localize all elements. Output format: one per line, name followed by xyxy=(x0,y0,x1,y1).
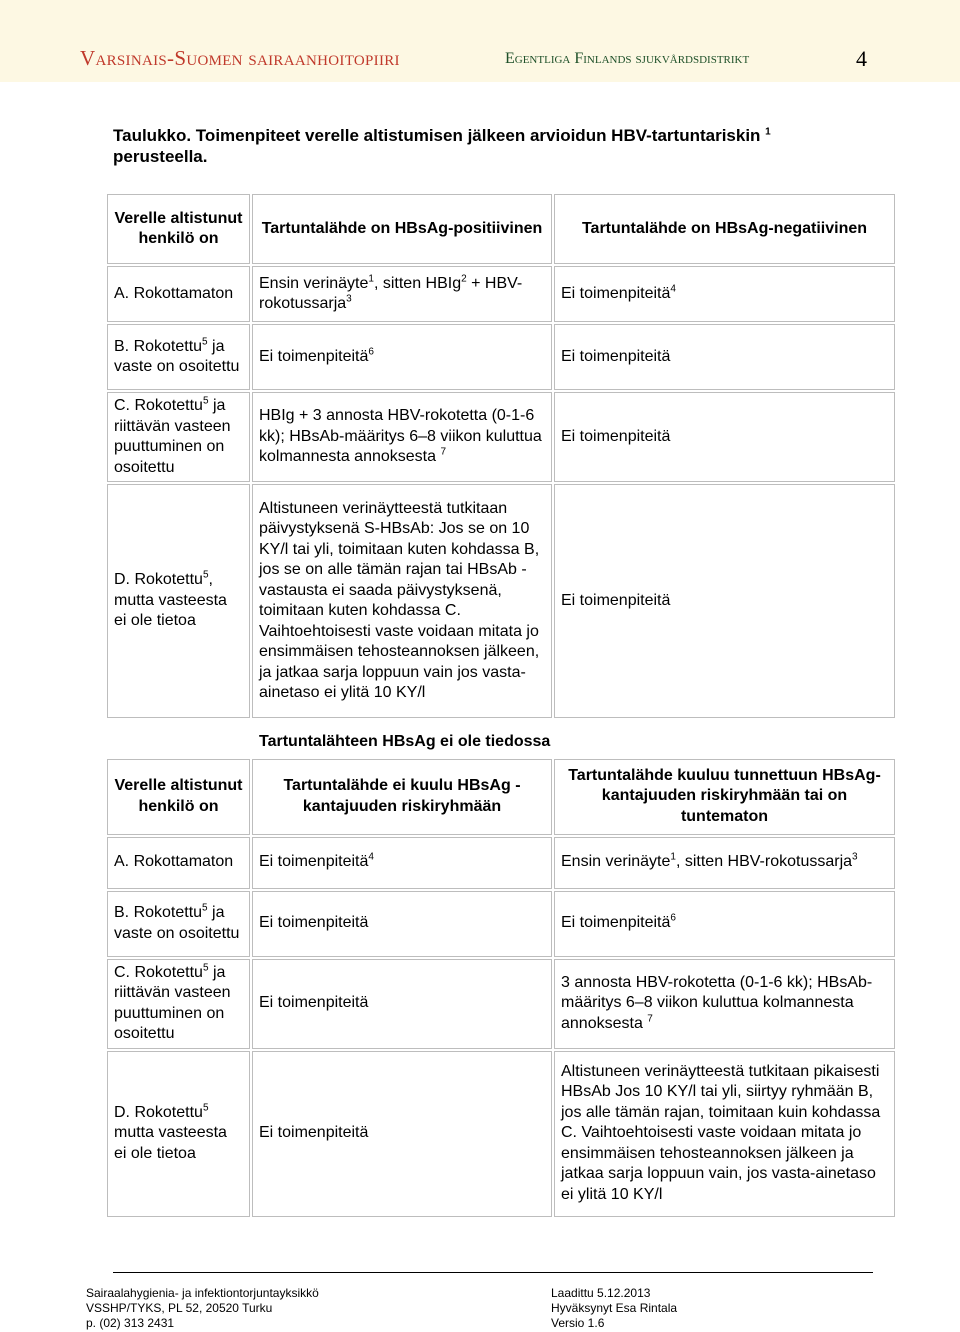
table-row xyxy=(107,266,895,322)
footer-right: Laadittu 5.12.2013 Hyväksynyt Esa Rintala Versio 1.6 xyxy=(551,1286,678,1330)
cell-positive: Ei toimenpiteitä$^6$ xyxy=(252,324,552,390)
cell-no-risk: Ei toimenpiteitä$^4$ xyxy=(252,837,552,889)
org-name-fi: Varsinais-Suomen sairaanhoitopiiri xyxy=(80,46,400,70)
table-row xyxy=(107,837,895,889)
row-label: B. Rokotettu$^5$ ja vaste on osoitettu xyxy=(107,891,250,957)
cell-no-risk: Ei toimenpiteitä xyxy=(252,959,552,1049)
page-number: 4 xyxy=(856,46,867,71)
table-row xyxy=(107,891,895,957)
section-title: Tartuntalähteen HBsAg ei ole tiedossa xyxy=(259,733,551,750)
row-label: D. Rokotettu$^5$, mutta vasteesta ei ole tietoa xyxy=(107,484,250,718)
cell-positive: Ensin verinäyte$^1$, sitten HBIg$^2$ + HBV-rokotussarja$^3$ xyxy=(252,266,552,322)
col-header-risk: Tartuntalähde kuuluu tunnettuun HBsAg-kantajuuden riskiryhmään tai on tuntematon xyxy=(554,759,895,835)
table-unknown-source xyxy=(105,726,897,1219)
cell-no-risk: Ei toimenpiteitä xyxy=(252,891,552,957)
table-row xyxy=(107,392,895,482)
section-title-row xyxy=(107,728,895,757)
table-row xyxy=(107,1051,895,1217)
cell-risk: Altistuneen verinäytteestä tutkitaan pikaisesti HBsAb Jos 10 KY/l tai yli, siirtyy ryhmään B, jos alle tämän rajan, toimitaan kuin kohdassa C. Vaihtoehtoisesti vaste voidaan mitata jo ensimmäisen tehosteannoksen jälkeen ja jatkaa sarja loppuun vain, jos vasta-ainetaso ei ylitä 10 KY/l xyxy=(554,1051,895,1217)
cell-negative: Ei toimenpiteitä xyxy=(554,484,895,718)
row-label: C. Rokotettu$^5$ ja riittävän vasteen puuttuminen on osoitettu xyxy=(107,392,250,482)
table-header-row xyxy=(107,759,895,835)
col-header-no-risk: Tartuntalähde ei kuulu HBsAg -kantajuuden riskiryhmään xyxy=(252,759,552,835)
footer-divider xyxy=(113,1272,873,1273)
col-header-exposed: Verelle altistunut henkilö on xyxy=(107,759,250,835)
row-label: D. Rokotettu$^5$ mutta vasteesta ei ole tietoa xyxy=(107,1051,250,1217)
cell-negative: Ei toimenpiteitä xyxy=(554,392,895,482)
cell-positive: Altistuneen verinäytteestä tutkitaan päivystyksenä S-HBsAb: Jos se on 10 KY/l tai yli, toimitaan kuten kohdassa B, jos se on alle tämän rajan tai HBsAb -vastausta ei saada päivystyksenä, toimitaan kuten kohdassa C. Vaihtoehtoisesti vaste voidaan mitata jo ensimmäisen tehosteannoksen jälkeen, ja jatkaa sarja loppuun vain jos vasta-ainetaso ei ylitä 10 KY/l xyxy=(252,484,552,718)
row-label: A. Rokottamaton xyxy=(107,266,250,322)
col-header-negative: Tartuntalähde on HBsAg-negatiivinen xyxy=(554,194,895,264)
cell-negative: Ei toimenpiteitä$^4$ xyxy=(554,266,895,322)
org-name-sv: Egentliga Finlands sjukvårdsdistrikt xyxy=(505,50,750,67)
cell-risk: Ei toimenpiteitä$^6$ xyxy=(554,891,895,957)
table-row xyxy=(107,324,895,390)
cell-no-risk: Ei toimenpiteitä xyxy=(252,1051,552,1217)
table-row xyxy=(107,484,895,718)
cell-risk: Ensin verinäyte$^1$, sitten HBV-rokotussarja$^3$ xyxy=(554,837,895,889)
col-header-positive: Tartuntalähde on HBsAg-positiivinen xyxy=(252,194,552,264)
table-header-row xyxy=(107,194,895,264)
table-caption: Taulukko. Toimenpiteet verelle altistumisen jälkeen arvioidun HBV-tartuntariskin $^1$ perusteella. xyxy=(113,126,771,166)
cell-negative: Ei toimenpiteitä xyxy=(554,324,895,390)
cell-positive: HBIg + 3 annosta HBV-rokotetta (0-1-6 kk); HBsAb-määritys 6–8 viikon kuluttua kolmannesta annoksesta $^7$ xyxy=(252,392,552,482)
col-header-exposed: Verelle altistunut henkilö on xyxy=(107,194,250,264)
footer-left: Sairaalahygienia- ja infektiontorjuntayksikkö VSSHP/TYKS, PL 52, 20520 Turku p. (02) 313 2431 xyxy=(86,1286,319,1330)
row-label: A. Rokottamaton xyxy=(107,837,250,889)
row-label: B. Rokotettu$^5$ ja vaste on osoitettu xyxy=(107,324,250,390)
table-row xyxy=(107,959,895,1049)
row-label: C. Rokotettu$^5$ ja riittävän vasteen puuttuminen on osoitettu xyxy=(107,959,250,1049)
table-known-source xyxy=(105,192,897,720)
cell-risk: 3 annosta HBV-rokotetta (0-1-6 kk); HBsAb-määritys 6–8 viikon kuluttua kolmannesta annoksesta $^7$ xyxy=(554,959,895,1049)
